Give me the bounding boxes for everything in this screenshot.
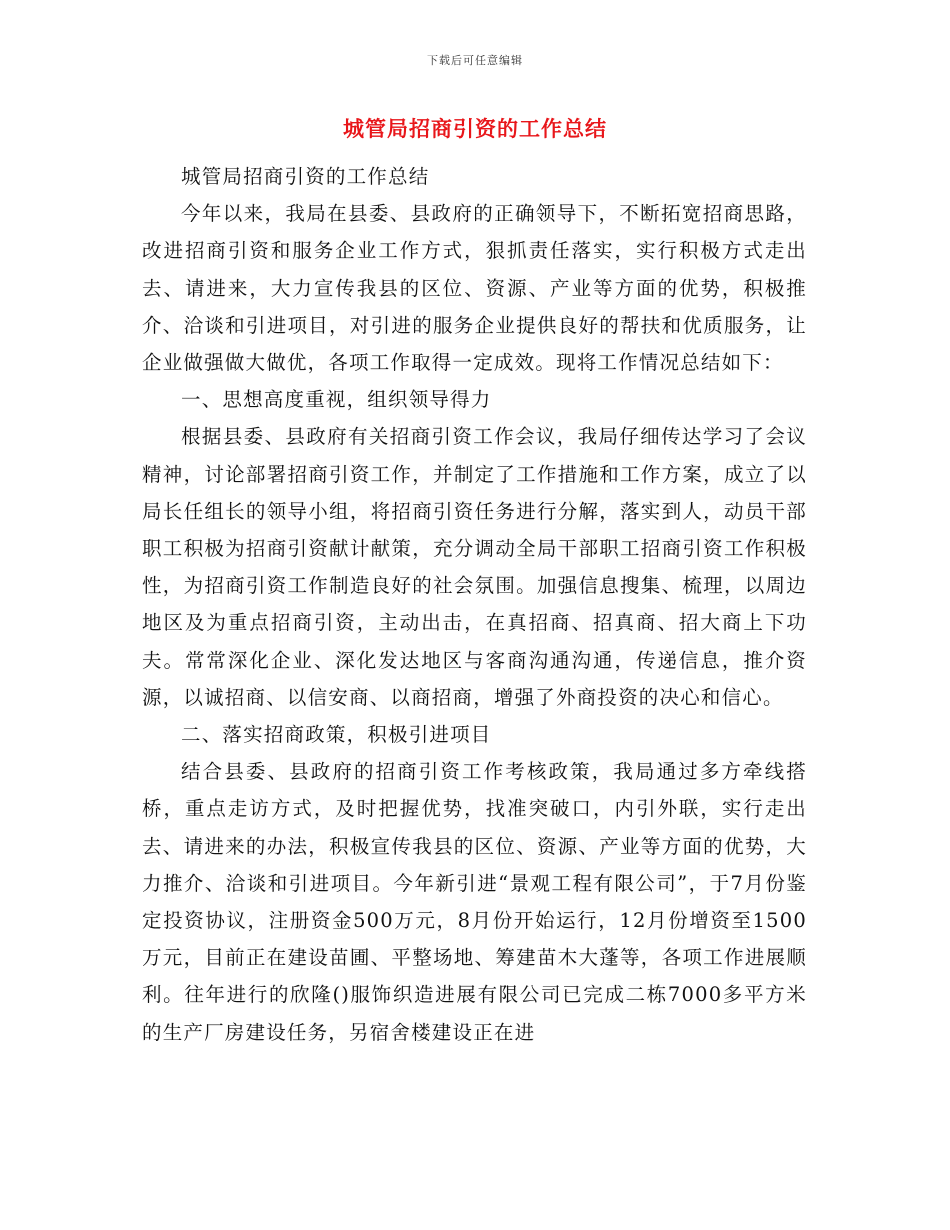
- section-1-paragraph: 根据县委、县政府有关招商引资工作会议，我局仔细传达学习了会议精神，讨论部署招商引资工作，并制定了工作措施和工作方案，成立了以局长任组长的领导小组，将招商引资任务进行分解，落实到人，动员干部职工积极为招商引资献计献策，充分调动全局干部职工招商引资工作积极性，为招商引资工作制造良好的社会氛围。加强信息搜集、梳理，以周边地区及为重点招商引资，主动出击，在真招商、招真商、招大商上下功夫。常常深化企业、深化发达地区与客商沟通沟通，传递信息，推介资源，以诚招商、以信安商、以商招商，增强了外商投资的决心和信心。: [142, 425, 807, 709]
- intro-paragraph: 今年以来，我局在县委、县政府的正确领导下，不断拓宽招商思路，改进招商引资和服务企业工作方式，狠抓责任落实，实行积极方式走出去、请进来，大力宣传我县的区位、资源、产业等方面的优势，积极推介、洽谈和引进项目，对引进的服务企业提供良好的帮扶和优质服务，让企业做强做大做优，各项工作取得一定成效。现将工作情况总结如下：: [142, 202, 807, 375]
- section-heading-1: 一、思想高度重视，组织领导得力: [181, 388, 492, 412]
- section-2-paragraph: 结合县委、县政府的招商引资工作考核政策，我局通过多方牵线搭桥，重点走访方式，及时把握优势，找准突破口，内引外联，实行走出去、请进来的办法，积极宣传我县的区位、资源、产业等方面的优势，大力推介、洽谈和引进项目。今年新引进“景观工程有限公司”，于7月份鉴定投资协议，注册资金500万元，8月份开始运行，12月份增资至1500万元，目前正在建设苗圃、平整场地、筹建苗木大蓬等，各项工作进展顺利。往年进行的欣隆()服饰织造进展有限公司已完成二栋7000多平方米的生产厂房建设任务，另宿舍楼建设正在进: [142, 760, 807, 1044]
- document-title: 城管局招商引资的工作总结: [343, 116, 607, 141]
- document-body: [142, 158, 807, 1051]
- header-note: 下载后可任意编辑: [427, 54, 523, 67]
- section-heading-2: 二、落实招商政策，积极引进项目: [181, 723, 492, 747]
- subtitle-paragraph: 城管局招商引资的工作总结: [181, 165, 430, 188]
